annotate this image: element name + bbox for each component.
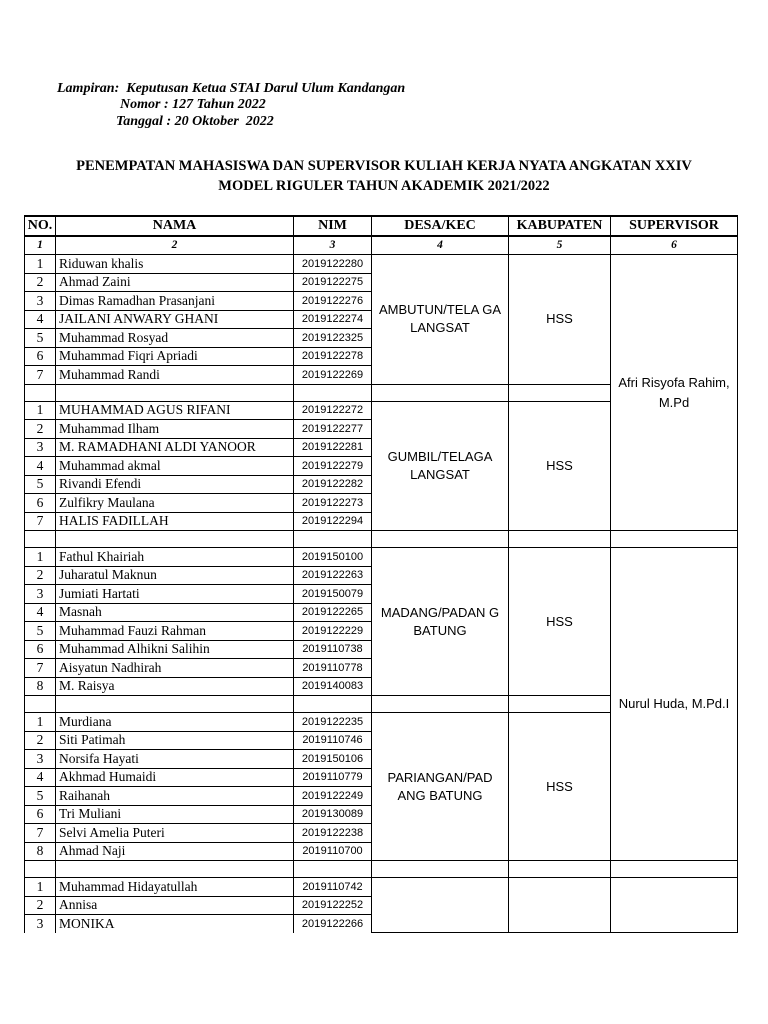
student-nim: 2019130089 xyxy=(294,805,372,824)
empty-cell xyxy=(372,696,509,713)
row-number: 4 xyxy=(25,310,56,329)
empty-cell xyxy=(509,384,611,401)
student-name: Muhammad akmal xyxy=(56,457,294,476)
student-nim: 2019110700 xyxy=(294,842,372,861)
row-number: 7 xyxy=(25,824,56,843)
student-nim: 2019122235 xyxy=(294,713,372,732)
student-nim: 2019122269 xyxy=(294,366,372,385)
desa-kec-cell: MADANG/PADAN G BATUNG xyxy=(372,548,509,696)
kabupaten-cell: HSS xyxy=(509,713,611,861)
student-name: Fathul Khairiah xyxy=(56,548,294,567)
empty-cell xyxy=(56,531,294,548)
empty-cell xyxy=(611,861,738,878)
row-number: 1 xyxy=(25,401,56,420)
row-number: 1 xyxy=(25,878,56,897)
header-kabupaten: KABUPATEN xyxy=(509,216,611,236)
supervisor-cell: Afri Risyofa Rahim, M.Pd xyxy=(611,255,738,531)
row-number: 2 xyxy=(25,731,56,750)
empty-cell xyxy=(611,531,738,548)
row-number: 5 xyxy=(25,329,56,348)
empty-cell xyxy=(372,384,509,401)
desa-kec-cell: PARIANGAN/PAD ANG BATUNG xyxy=(372,713,509,861)
table-body xyxy=(25,255,738,933)
student-name: M. RAMADHANI ALDI YANOOR xyxy=(56,438,294,457)
row-number: 4 xyxy=(25,768,56,787)
empty-cell xyxy=(372,531,509,548)
row-number: 3 xyxy=(25,585,56,604)
student-name: Muhammad Hidayatullah xyxy=(56,878,294,897)
student-name: HALIS FADILLAH xyxy=(56,512,294,531)
header-nim: NIM xyxy=(294,216,372,236)
student-nim: 2019122272 xyxy=(294,401,372,420)
index-cell: 6 xyxy=(611,236,738,255)
empty-cell xyxy=(25,696,56,713)
student-nim: 2019122279 xyxy=(294,457,372,476)
header-nama: NAMA xyxy=(56,216,294,236)
student-name: Muhammad Alhikni Salihin xyxy=(56,640,294,659)
student-name: Muhammad Randi xyxy=(56,366,294,385)
student-nim: 2019122229 xyxy=(294,622,372,641)
page-subtitle: MODEL RIGULER TAHUN AKADEMIK 2021/2022 xyxy=(218,178,550,194)
row-number: 3 xyxy=(25,915,56,933)
student-nim: 2019122294 xyxy=(294,512,372,531)
student-name: Muhammad Ilham xyxy=(56,420,294,439)
row-number: 2 xyxy=(25,273,56,292)
student-nim: 2019110746 xyxy=(294,731,372,750)
student-name: Muhammad Fiqri Apriadi xyxy=(56,347,294,366)
empty-cell xyxy=(509,696,611,713)
row-number: 7 xyxy=(25,366,56,385)
row-number: 3 xyxy=(25,292,56,311)
student-nim: 2019122275 xyxy=(294,273,372,292)
kabupaten-cell xyxy=(509,878,611,933)
student-nim: 2019122281 xyxy=(294,438,372,457)
row-number: 3 xyxy=(25,750,56,769)
student-name: Ahmad Zaini xyxy=(56,273,294,292)
column-index-row xyxy=(25,236,738,255)
student-nim: 2019150106 xyxy=(294,750,372,769)
header-no: NO. xyxy=(25,216,56,236)
index-cell: 5 xyxy=(509,236,611,255)
row-number: 6 xyxy=(25,494,56,513)
student-nim: 2019122277 xyxy=(294,420,372,439)
supervisor-cell: Nurul Huda, M.Pd.I xyxy=(611,548,738,861)
desa-kec-cell: AMBUTUN/TELA GA LANGSAT xyxy=(372,255,509,385)
student-name: Muhammad Rosyad xyxy=(56,329,294,348)
student-nim: 2019122265 xyxy=(294,603,372,622)
row-number: 5 xyxy=(25,475,56,494)
student-name: Raihanah xyxy=(56,787,294,806)
table-row xyxy=(25,548,738,567)
row-number: 2 xyxy=(25,420,56,439)
table-header-row xyxy=(25,216,738,236)
supervisor-cell xyxy=(611,878,738,933)
student-name: Zulfikry Maulana xyxy=(56,494,294,513)
empty-cell xyxy=(25,861,56,878)
student-nim: 2019122263 xyxy=(294,566,372,585)
student-name: Masnah xyxy=(56,603,294,622)
row-number: 6 xyxy=(25,347,56,366)
student-nim: 2019122278 xyxy=(294,347,372,366)
student-name: Norsifa Hayati xyxy=(56,750,294,769)
student-nim: 2019122325 xyxy=(294,329,372,348)
student-nim: 2019140083 xyxy=(294,677,372,696)
row-number: 4 xyxy=(25,457,56,476)
empty-cell xyxy=(56,861,294,878)
student-nim: 2019110738 xyxy=(294,640,372,659)
empty-cell xyxy=(509,861,611,878)
student-name: MUHAMMAD AGUS RIFANI xyxy=(56,401,294,420)
row-number: 5 xyxy=(25,622,56,641)
student-nim: 2019150079 xyxy=(294,585,372,604)
nomor-line: Nomor : 127 Tahun 2022 xyxy=(120,97,266,112)
empty-cell xyxy=(56,696,294,713)
row-number: 1 xyxy=(25,548,56,567)
header-desa-kec: DESA/KEC xyxy=(372,216,509,236)
kabupaten-cell: HSS xyxy=(509,548,611,696)
index-cell: 1 xyxy=(25,236,56,255)
student-name: Aisyatun Nadhirah xyxy=(56,659,294,678)
desa-kec-cell: GUMBIL/TELAGA LANGSAT xyxy=(372,401,509,531)
index-cell: 2 xyxy=(56,236,294,255)
kabupaten-cell: HSS xyxy=(509,401,611,531)
student-name: Juharatul Maknun xyxy=(56,566,294,585)
row-number: 5 xyxy=(25,787,56,806)
empty-cell xyxy=(25,384,56,401)
header-supervisor: SUPERVISOR xyxy=(611,216,738,236)
empty-cell xyxy=(294,384,372,401)
student-name: Akhmad Humaidi xyxy=(56,768,294,787)
student-nim: 2019122238 xyxy=(294,824,372,843)
empty-cell xyxy=(25,531,56,548)
student-name: Tri Muliani xyxy=(56,805,294,824)
row-number: 6 xyxy=(25,640,56,659)
row-number: 3 xyxy=(25,438,56,457)
index-cell: 4 xyxy=(372,236,509,255)
placement-table xyxy=(24,215,738,933)
student-name: Riduwan khalis xyxy=(56,255,294,274)
table-row xyxy=(25,255,738,274)
kabupaten-cell: HSS xyxy=(509,255,611,385)
row-number: 2 xyxy=(25,566,56,585)
row-number: 1 xyxy=(25,713,56,732)
student-nim: 2019110779 xyxy=(294,768,372,787)
student-name: JAILANI ANWARY GHANI xyxy=(56,310,294,329)
student-nim: 2019122252 xyxy=(294,896,372,915)
page-title: PENEMPATAN MAHASISWA DAN SUPERVISOR KULIAH KERJA NYATA ANGKATAN XXIV xyxy=(76,158,692,174)
student-nim: 2019122274 xyxy=(294,310,372,329)
row-number: 8 xyxy=(25,842,56,861)
student-nim: 2019122276 xyxy=(294,292,372,311)
empty-cell xyxy=(294,531,372,548)
student-nim: 2019150100 xyxy=(294,548,372,567)
student-name: MONIKA xyxy=(56,915,294,933)
student-nim: 2019122282 xyxy=(294,475,372,494)
table-row xyxy=(25,878,738,897)
student-name: Annisa xyxy=(56,896,294,915)
student-name: Rivandi Efendi xyxy=(56,475,294,494)
row-number: 8 xyxy=(25,677,56,696)
separator-row xyxy=(25,531,738,548)
empty-cell xyxy=(509,531,611,548)
student-name: Jumiati Hartati xyxy=(56,585,294,604)
row-number: 7 xyxy=(25,659,56,678)
empty-cell xyxy=(372,861,509,878)
student-nim: 2019122266 xyxy=(294,915,372,933)
index-cell: 3 xyxy=(294,236,372,255)
student-nim: 2019110742 xyxy=(294,878,372,897)
tanggal-line: Tanggal : 20 Oktober 2022 xyxy=(116,114,274,129)
empty-cell xyxy=(294,861,372,878)
desa-kec-cell xyxy=(372,878,509,933)
student-name: Muhammad Fauzi Rahman xyxy=(56,622,294,641)
empty-cell xyxy=(56,384,294,401)
row-number: 6 xyxy=(25,805,56,824)
student-name: Selvi Amelia Puteri xyxy=(56,824,294,843)
row-number: 2 xyxy=(25,896,56,915)
row-number: 4 xyxy=(25,603,56,622)
student-name: Ahmad Naji xyxy=(56,842,294,861)
student-name: Siti Patimah xyxy=(56,731,294,750)
lampiran-line: Lampiran: Keputusan Ketua STAI Darul Ulum Kandangan xyxy=(57,81,406,96)
row-number: 1 xyxy=(25,255,56,274)
student-nim: 2019122249 xyxy=(294,787,372,806)
student-nim: 2019122273 xyxy=(294,494,372,513)
student-name: Murdiana xyxy=(56,713,294,732)
student-name: Dimas Ramadhan Prasanjani xyxy=(56,292,294,311)
separator-row xyxy=(25,861,738,878)
empty-cell xyxy=(294,696,372,713)
student-nim: 2019110778 xyxy=(294,659,372,678)
row-number: 7 xyxy=(25,512,56,531)
student-name: M. Raisya xyxy=(56,677,294,696)
student-nim: 2019122280 xyxy=(294,255,372,274)
